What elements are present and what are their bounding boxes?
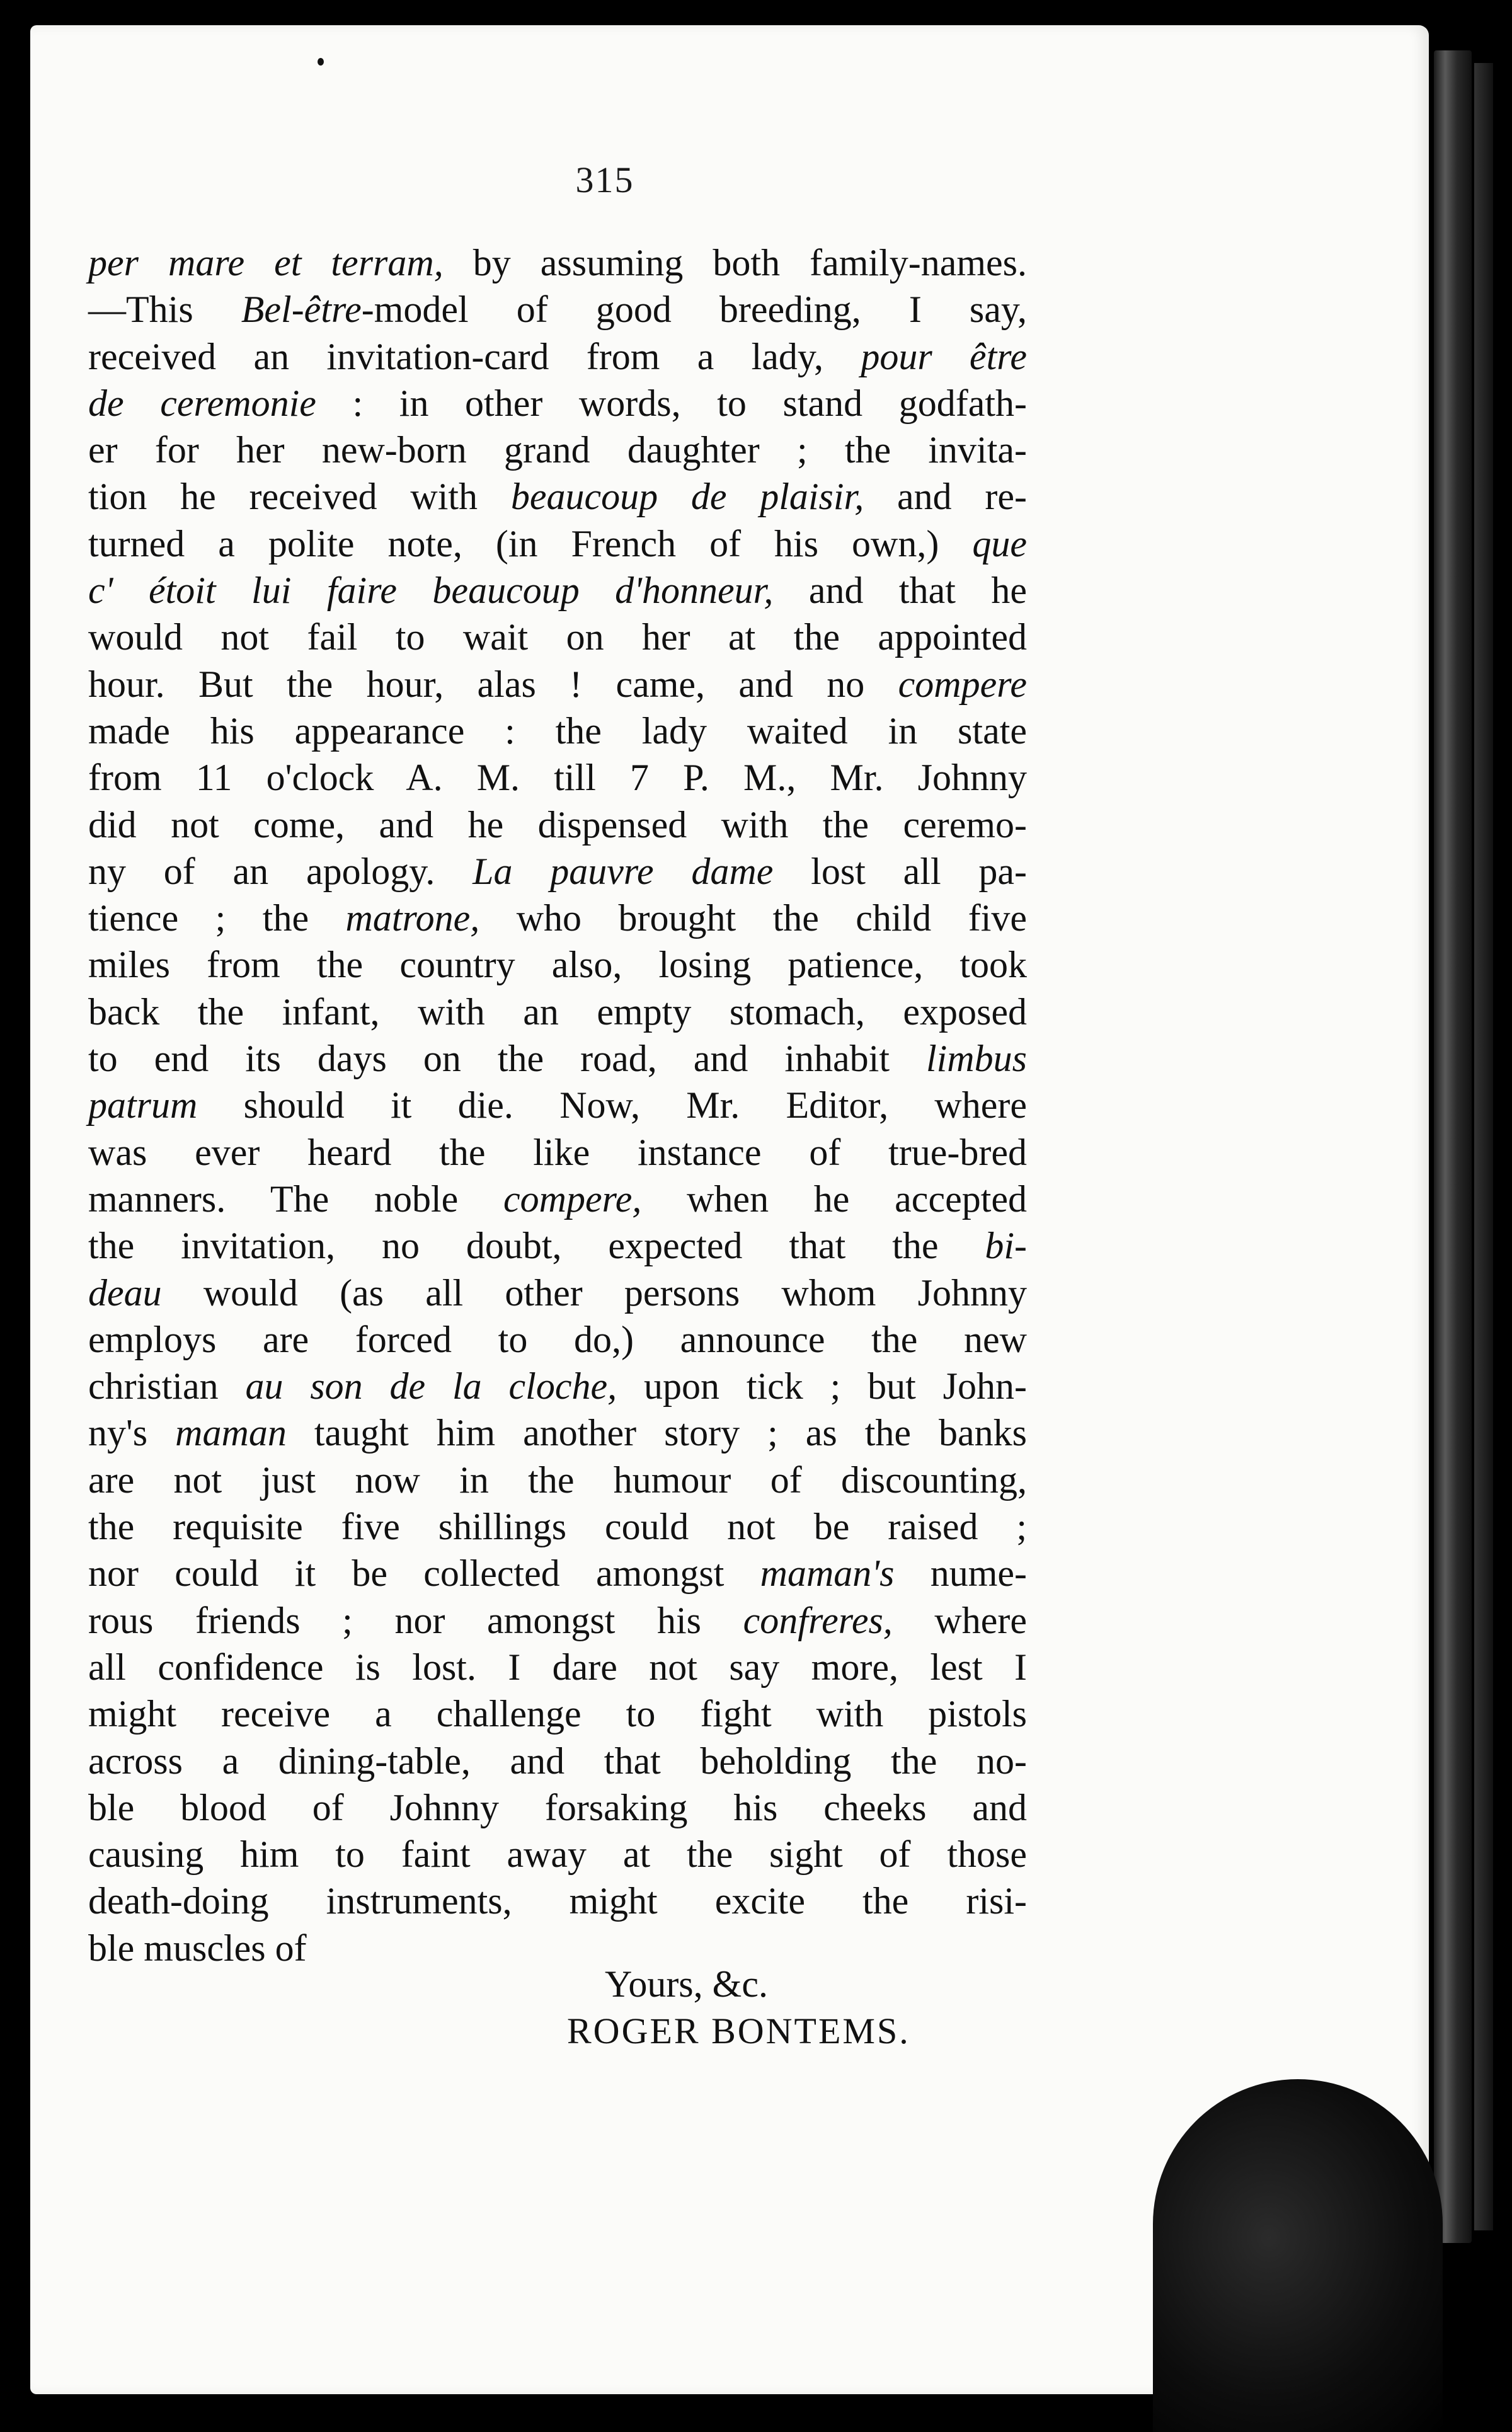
- text-line: [88, 1831, 1027, 1878]
- text-line: [88, 1457, 1027, 1503]
- text-run: should it die. Now, Mr. Editor, where: [197, 1084, 1027, 1127]
- text-line: [88, 801, 1027, 848]
- text-line: [88, 1550, 1027, 1597]
- author-signature: ROGER BONTEMS.: [567, 2010, 910, 2051]
- text-run: and that he: [773, 570, 1027, 612]
- text-line: [88, 1082, 1027, 1128]
- text-line: [88, 1878, 1027, 1924]
- text-run: —This: [88, 289, 241, 331]
- closing-salutation: Yours, &c.: [605, 1963, 768, 2005]
- text-run: to end its days on the road, and inhabit: [88, 1038, 926, 1080]
- text-line: [88, 473, 1027, 520]
- italic-phrase: compere,: [503, 1178, 642, 1220]
- text-line: [88, 754, 1027, 801]
- text-line: [88, 380, 1027, 427]
- italic-phrase: La pauvre dame: [472, 850, 774, 892]
- italic-phrase: maman: [175, 1412, 287, 1454]
- italic-phrase: compere: [898, 663, 1027, 705]
- italic-phrase: au son de la cloche,: [245, 1365, 617, 1408]
- ink-speck: [318, 58, 324, 66]
- text-run: causing him to faint away at the sight of those: [88, 1833, 1027, 1876]
- text-run: would not fail to wait on her at the appointed: [88, 616, 1027, 658]
- text-run: ny's: [88, 1412, 176, 1454]
- text-run: made his appearance : the lady waited in state: [88, 709, 1027, 752]
- italic-phrase: Bel-être: [241, 289, 362, 331]
- text-line: [88, 1597, 1027, 1644]
- text-run: are not just now in the humour of discounting,: [88, 1459, 1027, 1501]
- text-run: and re-: [864, 476, 1027, 518]
- text-line: [88, 708, 1027, 754]
- text-run: hour. But the hour, alas ! came, and no: [88, 663, 898, 705]
- text-line: [88, 848, 1027, 895]
- text-run: miles from the country also, losing patience, took: [88, 944, 1027, 986]
- text-run: nor could it be collected amongst: [88, 1552, 760, 1595]
- italic-phrase: beaucoup de plaisir,: [510, 476, 864, 518]
- text-line: [88, 1176, 1027, 1222]
- text-run: turned a polite note, (in French of his own,): [88, 522, 973, 565]
- text-run: nume-: [894, 1552, 1028, 1595]
- text-run: the requisite five shillings could not be raised ;: [88, 1506, 1027, 1548]
- text-run: taught him another story ; as the banks: [286, 1412, 1027, 1454]
- italic-phrase: per mare et terram,: [88, 242, 444, 284]
- text-run: was ever heard the like instance of true-bred: [88, 1131, 1027, 1173]
- italic-phrase: pour être: [861, 335, 1027, 377]
- text-run: back the infant, with an empty stomach, exposed: [88, 990, 1027, 1033]
- text-run: when he accepted: [641, 1178, 1028, 1220]
- text-run: christian: [88, 1365, 246, 1408]
- text-run: employs are forced to do,) announce the new: [88, 1318, 1027, 1360]
- text-line: [88, 1316, 1027, 1363]
- text-line: [88, 1690, 1027, 1737]
- text-run: would (as all other persons whom Johnny: [161, 1271, 1027, 1314]
- text-line: [88, 1925, 1027, 1971]
- page-number: 315: [575, 159, 634, 200]
- page-edge-shadow: [1434, 50, 1472, 2243]
- text-run: received an invitation-card from a lady,: [88, 335, 861, 377]
- italic-phrase: deau: [88, 1271, 162, 1314]
- text-run: from 11 o'clock A. M. till 7 P. M., Mr. Johnny: [88, 757, 1027, 799]
- text-run: ble muscles of: [88, 1927, 307, 1969]
- italic-phrase: bi-: [985, 1225, 1027, 1267]
- italic-phrase: matrone,: [345, 897, 480, 939]
- text-line: [88, 1035, 1027, 1082]
- text-line: [88, 989, 1027, 1035]
- text-line: [88, 941, 1027, 988]
- text-run: death-doing instruments, might excite the risi-: [88, 1880, 1027, 1922]
- italic-phrase: confreres,: [743, 1599, 893, 1641]
- text-run: who brought the child five: [479, 897, 1027, 939]
- italic-phrase: patrum: [88, 1084, 198, 1127]
- italic-phrase: maman's: [760, 1552, 895, 1595]
- text-line: [88, 520, 1027, 567]
- text-line: [88, 895, 1027, 941]
- text-line: [88, 1503, 1027, 1550]
- text-line: [88, 1738, 1027, 1784]
- text-run: where: [892, 1599, 1028, 1641]
- text-line: [88, 239, 1027, 286]
- thumb-shadow: [1153, 2079, 1443, 2432]
- text-line: [88, 1129, 1027, 1176]
- text-run: rous friends ; nor amongst his: [88, 1599, 743, 1641]
- text-line: [88, 1784, 1027, 1831]
- scan-left-margin: [0, 0, 25, 2409]
- text-run: : in other words, to stand godfath-: [316, 382, 1027, 424]
- text-line: [88, 1222, 1027, 1269]
- text-run: manners. The noble: [88, 1178, 503, 1220]
- text-line: [88, 286, 1027, 333]
- text-run: across a dining-table, and that beholding the no-: [88, 1740, 1027, 1782]
- italic-phrase: limbus: [925, 1038, 1027, 1080]
- text-line: [88, 1409, 1027, 1456]
- page-edge-shadow-outer: [1474, 63, 1493, 2230]
- text-run: ble blood of Johnny forsaking his cheeks and: [88, 1786, 1027, 1828]
- text-run: lost all pa-: [773, 850, 1028, 892]
- text-line: [88, 567, 1027, 614]
- text-line: [88, 427, 1027, 473]
- text-run: er for her new-born grand daughter ; the invita-: [88, 429, 1027, 471]
- text-run: all confidence is lost. I dare not say more, lest I: [88, 1646, 1027, 1688]
- body-text: [88, 239, 1027, 1971]
- text-line: [88, 1270, 1027, 1316]
- text-run: by assuming both family-names.: [443, 242, 1027, 284]
- text-run: upon tick ; but John-: [617, 1365, 1028, 1408]
- text-run: tience ; the: [88, 897, 346, 939]
- italic-phrase: que: [972, 522, 1027, 565]
- italic-phrase: c' étoit lui faire beaucoup d'honneur,: [88, 570, 774, 612]
- text-run: did not come, and he dispensed with the ceremo-: [88, 803, 1027, 846]
- text-line: [88, 1363, 1027, 1409]
- text-run: -model of good breeding, I say,: [361, 289, 1027, 331]
- text-run: the invitation, no doubt, expected that the: [88, 1225, 985, 1267]
- italic-phrase: de ceremonie: [88, 382, 316, 424]
- text-line: [88, 614, 1027, 660]
- text-run: tion he received with: [88, 476, 511, 518]
- text-line: [88, 333, 1027, 380]
- text-line: [88, 1644, 1027, 1690]
- text-line: [88, 661, 1027, 708]
- text-run: ny of an apology.: [88, 850, 473, 892]
- text-run: might receive a challenge to fight with pistols: [88, 1693, 1027, 1735]
